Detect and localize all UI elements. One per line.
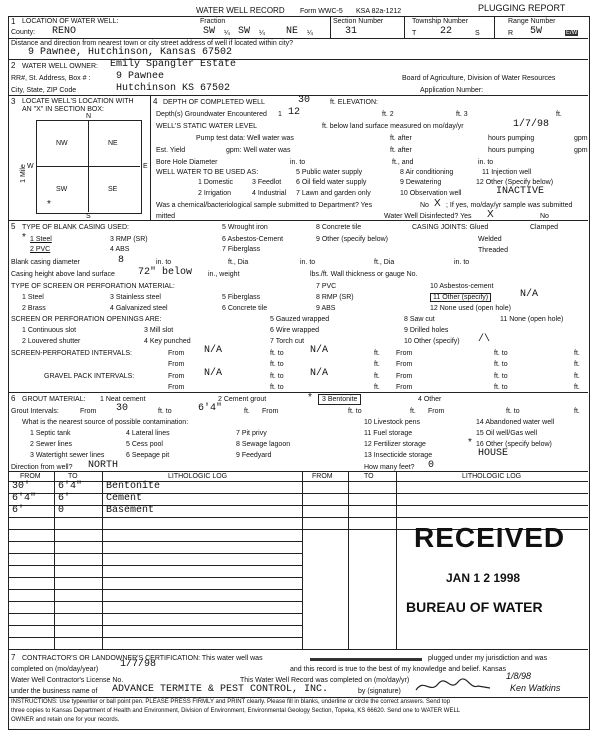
locate-label-2: AN "X" IN SECTION BOX:: [22, 106, 104, 113]
log-from-cell[interactable]: 6': [12, 505, 25, 516]
est-after: ft. after: [390, 147, 412, 154]
use-option[interactable]: 4 Industrial: [252, 190, 287, 197]
nw-label: NW: [56, 140, 68, 147]
gravel-from-2: From: [396, 373, 413, 380]
static-date[interactable]: 1/7/98: [513, 119, 550, 130]
contam-option[interactable]: 8 Sewage lagoon: [236, 441, 291, 448]
casing-option[interactable]: 4 ABS: [110, 246, 130, 253]
use-option[interactable]: 1 Domestic: [198, 179, 234, 186]
dia-ft: ft., Dia: [228, 259, 249, 266]
use-other-value[interactable]: INACTIVE: [496, 186, 545, 197]
owner-value[interactable]: Emily Spangler Estate: [110, 59, 237, 70]
se-label: SE: [108, 186, 118, 193]
joints-threaded[interactable]: Threaded: [478, 247, 508, 254]
direction-value[interactable]: NORTH: [88, 460, 119, 471]
screen-option[interactable]: 7 PVC: [316, 283, 337, 290]
diameter-value[interactable]: 8: [118, 255, 125, 266]
contam-option[interactable]: 14 Abandoned water well: [476, 419, 555, 426]
log-header-to: TO: [68, 473, 78, 480]
use-option[interactable]: 5 Public water supply: [296, 169, 363, 176]
screen-other-value[interactable]: N/A: [520, 289, 539, 300]
gravel-ft-4: ft.: [574, 384, 580, 391]
plugging-report-title: PLUGGING REPORT: [478, 3, 566, 13]
perf-ft-4: ft.: [574, 361, 580, 368]
opening-option[interactable]: 5 Gauzed wrapped: [270, 316, 330, 323]
perf-ft-to-4: ft. to: [494, 361, 508, 368]
address-label: RR#, St. Address, Box # :: [11, 75, 91, 82]
gravel-ft-to-4: ft. to: [494, 384, 508, 391]
opening-option[interactable]: 3 Mill slot: [144, 327, 174, 334]
form-number: Form WWC-5: [300, 8, 343, 15]
grout-option-selected[interactable]: 3 Bentonite: [318, 394, 361, 405]
license-label: Water Well Contractor's License No.: [11, 677, 124, 684]
section-value[interactable]: 31: [345, 26, 358, 37]
screen-label: TYPE OF SCREEN OR PERFORATION MATERIAL:: [11, 283, 175, 290]
received-date: JAN 1 2 1998: [446, 571, 521, 585]
dia-in-to: in. to: [156, 259, 172, 266]
chem-no-mark[interactable]: X: [434, 198, 441, 209]
log-from-cell[interactable]: 30': [12, 481, 31, 492]
grout-option[interactable]: 2 Cement grout: [218, 396, 267, 403]
record-true-text: and this record is true to the best of my knowledge and belief. Kansas: [290, 666, 506, 673]
gravel-intervals-label: GRAVEL PACK INTERVALS:: [44, 373, 135, 380]
perf-ft-to-3: ft. to: [270, 361, 284, 368]
how-many-feet-value[interactable]: 0: [428, 460, 435, 471]
log-litho-cell[interactable]: Basement: [106, 505, 155, 516]
record-completed-date[interactable]: 1/8/98: [506, 671, 532, 681]
static-level-label: WELL'S STATIC WATER LEVEL: [156, 123, 258, 130]
grout-from: From: [80, 408, 97, 415]
screen-option-selected[interactable]: 11 Other (specify): [430, 293, 491, 302]
grout-option[interactable]: 1 Neat cement: [100, 396, 146, 403]
grout-label: GROUT MATERIAL:: [22, 396, 86, 403]
direction-label: Direction from well?: [11, 464, 73, 471]
perf-ft-to: ft. to: [270, 350, 284, 357]
perf-to-value[interactable]: N/A: [310, 345, 329, 356]
log-header-to-2: TO: [364, 473, 374, 480]
log-to-cell[interactable]: 6'4": [58, 481, 83, 492]
dia-ft-2: ft., Dia: [374, 259, 395, 266]
section-7-number: 7: [11, 653, 16, 662]
how-many-feet-label: How many feet?: [364, 464, 415, 471]
steel-mark: *: [22, 232, 26, 243]
joints-clamped[interactable]: Clamped: [530, 224, 559, 231]
east-label: E: [143, 163, 148, 170]
grout-ft-2: ft.: [410, 408, 416, 415]
quarter-mark: ¼: [307, 30, 313, 37]
gravel-ft-to-2: ft. to: [494, 373, 508, 380]
log-litho-cell[interactable]: Bentonite: [106, 481, 161, 492]
wall-thickness-label: lbs./ft. Wall thickness or gauge No.: [310, 271, 418, 278]
groundwater-value[interactable]: 12: [288, 107, 301, 118]
section-box[interactable]: [36, 120, 142, 214]
depth-label: DEPTH OF COMPLETED WELL: [163, 99, 265, 106]
log-from-cell[interactable]: 6'4": [12, 493, 37, 504]
casing-option[interactable]: 9 Other (specify below): [316, 236, 388, 243]
opening-option[interactable]: 11 None (open hole): [500, 316, 564, 323]
perf-ft-3: ft.: [374, 361, 380, 368]
perf-ft-2: ft.: [574, 350, 580, 357]
township-t: T: [412, 30, 417, 37]
screen-option[interactable]: 8 RMP (SR): [316, 294, 354, 301]
grout-ft-to-3: ft. to: [506, 408, 520, 415]
north-label: N: [86, 113, 92, 120]
chem-tail: ; If yes, mo/day/yr sample was submitted: [446, 202, 573, 209]
application-number-label: Application Number:: [420, 87, 484, 94]
instructions-line-3: OWNER and retain one for your records.: [11, 717, 120, 723]
gravel-ft-to-3: ft. to: [270, 384, 284, 391]
use-label: WELL WATER TO BE USED AS:: [156, 169, 259, 176]
disinfected-no: No: [540, 213, 549, 220]
opening-option[interactable]: 6 Wire wrapped: [270, 327, 320, 334]
certification-label: CONTRACTOR'S OR LANDOWNER'S CERTIFICATION: This water well was: [22, 655, 263, 662]
est-hours: hours pumping: [488, 147, 535, 154]
bore-label: Bore Hole Diameter: [156, 159, 218, 166]
gw-ft: ft.: [556, 111, 562, 118]
section-6-number: 6: [11, 394, 16, 403]
owner-label: WATER WELL OWNER:: [22, 63, 98, 70]
city-label: City, State, ZIP Code: [11, 87, 77, 94]
west-label: W: [27, 163, 34, 170]
quarter-1[interactable]: SW: [203, 26, 216, 37]
perf-from-4: From: [396, 361, 413, 368]
casing-option[interactable]: 6 Asbestos-Cement: [222, 236, 284, 243]
use-option[interactable]: 3 Feedlot: [252, 179, 282, 186]
perf-from-value[interactable]: N/A: [204, 345, 223, 356]
contam-option[interactable]: 15 Oil well/Gas well: [476, 430, 538, 437]
opening-option[interactable]: 9 Drilled holes: [404, 327, 449, 334]
use-option-selected[interactable]: 12 Other (Specify below): [476, 179, 554, 186]
gravel-ft-2: ft.: [574, 373, 580, 380]
contam-option[interactable]: 11 Fuel storage: [364, 430, 413, 437]
contam-option[interactable]: 2 Sewer lines: [30, 441, 73, 448]
quarter-3[interactable]: NE: [286, 26, 299, 37]
certification-tail: plugged under my jurisdiction and was: [428, 655, 548, 662]
completed-label: completed on (mo/day/year): [11, 666, 99, 673]
business-value[interactable]: ADVANCE TERMITE & PEST CONTROL, INC.: [112, 684, 329, 695]
grout-from-2: From: [262, 408, 279, 415]
section-4-number: 4: [153, 97, 158, 106]
city-value[interactable]: Hutchinson KS 67502: [116, 83, 231, 94]
contam-option[interactable]: 4 Lateral lines: [126, 430, 170, 437]
gw-index-1: 1: [278, 111, 282, 118]
section-3-number: 3: [11, 97, 16, 106]
use-option[interactable]: 10 Observation well: [400, 190, 462, 197]
grout-ft-3: ft.: [574, 408, 580, 415]
township-value[interactable]: 22: [440, 26, 453, 37]
received-text: RECEIVED: [414, 522, 566, 553]
record-completed-label: This Water Well Record was completed on (mo/day/yr): [240, 677, 410, 684]
section-2-number: 2: [11, 61, 16, 70]
grout-ft: ft.: [244, 408, 250, 415]
est-yield-label: Est. Yield: [156, 147, 186, 154]
board-label: Board of Agriculture, Division of Water Resources: [402, 75, 556, 82]
dia-in-to-2: in. to: [300, 259, 316, 266]
grout-ft-to-2: ft. to: [348, 408, 362, 415]
range-number-label: Range Number: [508, 18, 556, 25]
opening-option[interactable]: 8 Saw cut: [404, 316, 435, 323]
business-label: under the business name of: [11, 688, 98, 695]
height-value[interactable]: 72" below: [138, 267, 193, 278]
use-option[interactable]: 2 Irrigation: [198, 190, 232, 197]
signer-name: Ken Watkins: [510, 683, 561, 693]
opening-option[interactable]: 10 Other (specify): [404, 338, 460, 345]
pump-gpm: gpm: [574, 135, 588, 142]
openings-label: SCREEN OR PERFORATION OPENINGS ARE:: [11, 316, 162, 323]
perf-from-3: From: [168, 361, 185, 368]
opening-option[interactable]: 7 Torch cut: [270, 338, 305, 345]
screen-option[interactable]: 5 Fiberglass: [222, 294, 261, 301]
use-option[interactable]: 7 Lawn and garden only: [296, 190, 371, 197]
bore-in-to: in. to: [290, 159, 306, 166]
contam-mark: *: [468, 437, 472, 448]
perf-ft: ft.: [374, 350, 380, 357]
range-value[interactable]: 5W: [530, 26, 543, 37]
sw-label: SW: [56, 186, 68, 193]
locate-label: LOCATE WELL'S LOCATION WITH: [22, 98, 134, 105]
range-ew: E/W: [566, 30, 578, 36]
joints-label: CASING JOINTS: Glued: [412, 224, 489, 231]
screen-option[interactable]: 10 Asbestos-cement: [430, 283, 494, 290]
instructions-line-2: three copies to Kansas Department of Health and Environment, Division of Environment, Environmental Geology Section, Topeka, KS 66620. Send one to WATER WELL: [11, 708, 461, 714]
contam-option[interactable]: 1 Septic tank: [30, 430, 71, 437]
use-option[interactable]: 9 Dewatering: [400, 179, 442, 186]
disinfected-mark[interactable]: X: [487, 209, 494, 220]
signature-icon: [414, 676, 494, 696]
diameter-label: Blank casing diameter: [11, 259, 80, 266]
screen-option[interactable]: 2 Brass: [22, 305, 46, 312]
log-litho-cell[interactable]: Cement: [106, 493, 143, 504]
screen-option[interactable]: 9 ABS: [316, 305, 336, 312]
elevation-label: ft. ELEVATION:: [330, 99, 378, 106]
signature-label: by (signature): [358, 688, 401, 695]
perf-ft-to-2: ft. to: [494, 350, 508, 357]
grout-to-value[interactable]: 6'4": [198, 403, 223, 414]
quarter-2[interactable]: SW: [238, 26, 251, 37]
depth-value[interactable]: 30: [298, 95, 311, 106]
ne-label: NE: [108, 140, 118, 147]
contam-option[interactable]: 13 Insecticide storage: [364, 452, 433, 459]
est-yield-text: gpm: Well water was: [226, 147, 291, 154]
fraction-label: Fraction: [200, 18, 226, 25]
log-header-from: FROM: [20, 473, 41, 480]
bore-and: ft., and: [392, 159, 414, 166]
gravel-from-value[interactable]: N/A: [204, 368, 223, 379]
screen-option[interactable]: 6 Concrete tile: [222, 305, 268, 312]
casing-option[interactable]: 7 Fiberglass: [222, 246, 261, 253]
use-option[interactable]: 11 Injection well: [482, 169, 532, 176]
casing-label: TYPE OF BLANK CASING USED:: [22, 224, 129, 231]
gw-index-3: ft. 3: [456, 111, 468, 118]
struck-out-text: [310, 658, 422, 661]
perf-from-2: From: [396, 350, 413, 357]
contam-option[interactable]: 6 Seepage pit: [126, 452, 170, 459]
township-number-label: Township Number: [412, 18, 469, 25]
south-label: S: [86, 213, 91, 220]
section-1-number: 1: [11, 17, 16, 26]
range-r: R: [508, 30, 514, 37]
well-location-mark: *: [47, 199, 51, 210]
grout-intervals-label: Grout Intervals:: [11, 408, 59, 415]
gravel-ft-3: ft.: [374, 384, 380, 391]
static-level-text: ft. below land surface measured on mo/day/yr: [322, 123, 464, 130]
est-gpm: gpm: [574, 147, 588, 154]
instructions-line-1: INSTRUCTIONS: Use typewriter or ball point pen. PLEASE PRESS FIRMLY and PRINT clearly. Please fill in blanks, underline or circle the correct answers. Send top: [11, 699, 451, 705]
pump-hours: hours pumping: [488, 135, 535, 142]
pump-test-label: Pump test data: Well water was: [196, 135, 294, 142]
section-5-number: 5: [11, 222, 16, 231]
contam-option[interactable]: 9 Feedyard: [236, 452, 272, 459]
section-number-label: Section Number: [333, 18, 384, 25]
ksa-reference: KSA 82a-1212: [356, 8, 402, 15]
log-header-litho-2: LITHOLOGIC LOG: [462, 473, 522, 480]
mile-label: 1 Mile: [19, 164, 27, 183]
contam-option[interactable]: 5 Cess pool: [126, 441, 163, 448]
groundwater-label: Depth(s) Groundwater Encountered: [156, 111, 267, 118]
bore-in-to-2: in. to: [478, 159, 494, 166]
opening-option[interactable]: 1 Continuous slot: [22, 327, 77, 334]
grout-from-value[interactable]: 30: [116, 403, 129, 414]
joints-welded[interactable]: Welded: [478, 236, 502, 243]
screen-option[interactable]: 1 Steel: [22, 294, 44, 301]
form-title: WATER WELL RECORD: [196, 6, 285, 15]
height-label: Casing height above land surface: [11, 271, 115, 278]
gravel-ft-to: ft. to: [270, 373, 284, 380]
gravel-from: From: [168, 373, 185, 380]
grout-mark: *: [308, 392, 312, 403]
gravel-ft: ft.: [374, 373, 380, 380]
grout-option[interactable]: 4 Other: [418, 396, 442, 403]
weight-label: in., weight: [208, 271, 240, 278]
quarter-mark: ¼: [224, 30, 230, 37]
chem-sample-label: Was a chemical/bacteriological sample submitted to Department? Yes: [156, 202, 373, 209]
log-header-from-2: FROM: [312, 473, 333, 480]
opening-option[interactable]: 2 Louvered shutter: [22, 338, 81, 345]
screen-option[interactable]: 3 Stainless steel: [110, 294, 161, 301]
chem-no: No: [420, 202, 429, 209]
contam-option[interactable]: 12 Fertilizer storage: [364, 441, 426, 448]
gravel-to-value[interactable]: N/A: [310, 368, 329, 379]
distance-label: Distance and direction from nearest town or city street address of well if located within city?: [11, 40, 294, 47]
township-s: S: [475, 30, 480, 37]
disinfected-label: Water Well Disinfected? Yes: [384, 213, 472, 220]
county-value[interactable]: RENO: [52, 26, 77, 37]
completed-value[interactable]: 1/7/98: [120, 659, 157, 670]
log-to-cell[interactable]: 6': [58, 493, 71, 504]
use-option[interactable]: 6 Oil field water supply: [296, 179, 367, 186]
contam-option[interactable]: 10 Livestock pens: [364, 419, 421, 426]
screen-option[interactable]: 4 Galvanized steel: [110, 305, 168, 312]
gw-index-2: ft. 2: [382, 111, 394, 118]
screen-option[interactable]: 12 None used (open hole): [430, 305, 511, 312]
grout-ft-to: ft. to: [158, 408, 172, 415]
contamination-label: What is the nearest source of possible contamination:: [22, 419, 189, 426]
casing-option[interactable]: 3 RMP (SR): [110, 236, 148, 243]
contam-option[interactable]: 7 Pit privy: [236, 430, 267, 437]
casing-option-selected[interactable]: 1 Steel: [30, 236, 52, 243]
pump-after: ft. after: [390, 135, 412, 142]
casing-option[interactable]: 2 PVC: [30, 246, 51, 253]
opening-option[interactable]: 4 Key punched: [144, 338, 191, 345]
perf-intervals-label: SCREEN-PERFORATED INTERVALS:: [11, 350, 132, 357]
contam-option[interactable]: 3 Watertight sewer lines: [30, 452, 105, 459]
bureau-text: BUREAU OF WATER: [406, 599, 543, 615]
log-header-litho: LITHOLOGIC LOG: [168, 473, 228, 480]
county-label: County:: [11, 29, 36, 36]
quarter-mark: ¼: [259, 30, 265, 37]
casing-option[interactable]: 5 Wrought iron: [222, 224, 268, 231]
chem-mitted: mitted: [156, 213, 176, 220]
address-value[interactable]: 9 Pawnee: [116, 71, 165, 82]
contam-option-selected[interactable]: 16 Other (specify below): [476, 441, 552, 448]
grout-from-3: From: [428, 408, 445, 415]
opening-other-value[interactable]: /\: [478, 334, 491, 345]
distance-value[interactable]: 9 Pawnee, Hutchinson, Kansas 67502: [28, 47, 233, 58]
perf-from: From: [168, 350, 185, 357]
use-option[interactable]: 8 Air conditioning: [400, 169, 454, 176]
contam-other-value[interactable]: HOUSE: [478, 448, 509, 459]
gravel-from-3: From: [168, 384, 185, 391]
log-to-cell[interactable]: 0: [58, 505, 65, 516]
casing-option[interactable]: 8 Concrete tile: [316, 224, 362, 231]
dia-in-to-3: in. to: [454, 259, 470, 266]
location-label: LOCATION OF WATER WELL:: [22, 18, 119, 25]
gravel-from-4: From: [396, 384, 413, 391]
